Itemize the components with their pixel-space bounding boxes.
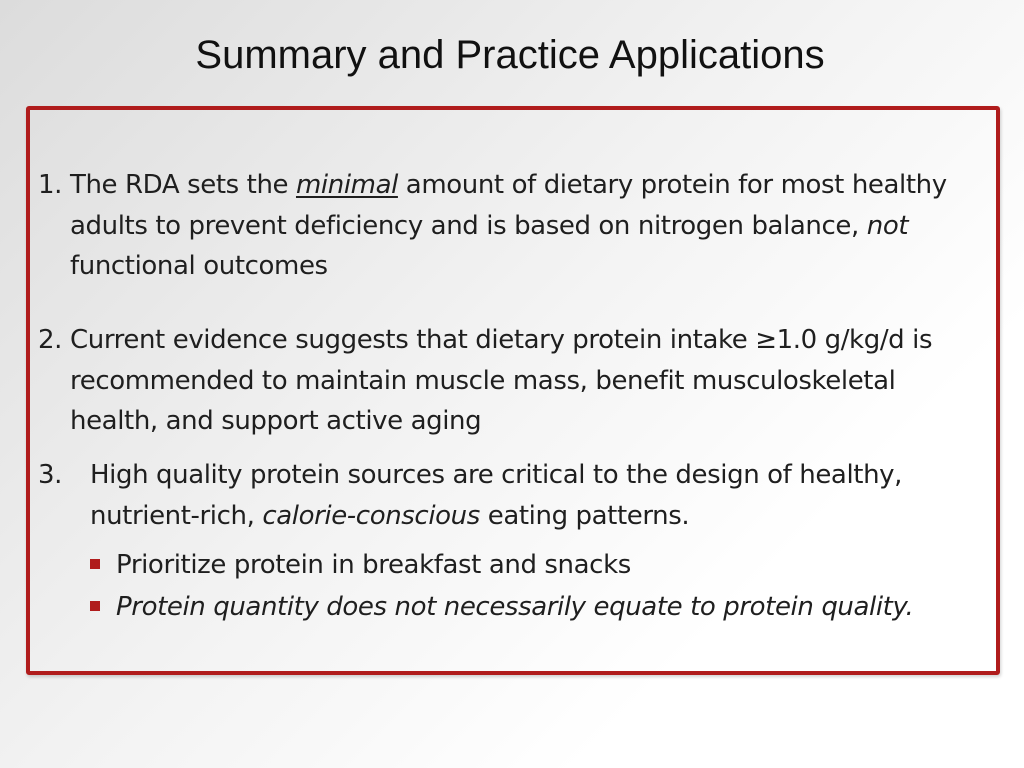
slide-title: Summary and Practice Applications bbox=[195, 33, 825, 77]
emphasis-minimal: minimal bbox=[295, 170, 398, 200]
emphasis-not: not bbox=[866, 210, 909, 241]
list-number: 1. bbox=[38, 170, 63, 200]
square-bullet-icon bbox=[90, 601, 100, 611]
list-text: Current evidence suggests that dietary protein intake ≥1.0 g/kg/d is recommended to maintain muscle mass, benefit musculoskeletal health, and support active aging bbox=[70, 325, 933, 436]
list-text: The RDA sets the minimal amount of dietary protein for most healthy adults to prevent deficiency and is based on nitrogen balance, not functional outcomes bbox=[70, 170, 947, 281]
square-bullet-icon bbox=[90, 559, 100, 569]
list-number: 3. bbox=[38, 460, 63, 490]
bullet-text: Prioritize protein in breakfast and snacks bbox=[116, 550, 631, 580]
list-number: 2. bbox=[38, 325, 63, 355]
emphasis-calorie-conscious: calorie-conscious bbox=[262, 500, 480, 531]
bullet-text: Protein quantity does not necessarily equate to protein quality. bbox=[116, 592, 914, 622]
list-text: High quality protein sources are critical to the design of healthy, nutrient-rich, calorie-conscious eating patterns. bbox=[90, 460, 903, 531]
